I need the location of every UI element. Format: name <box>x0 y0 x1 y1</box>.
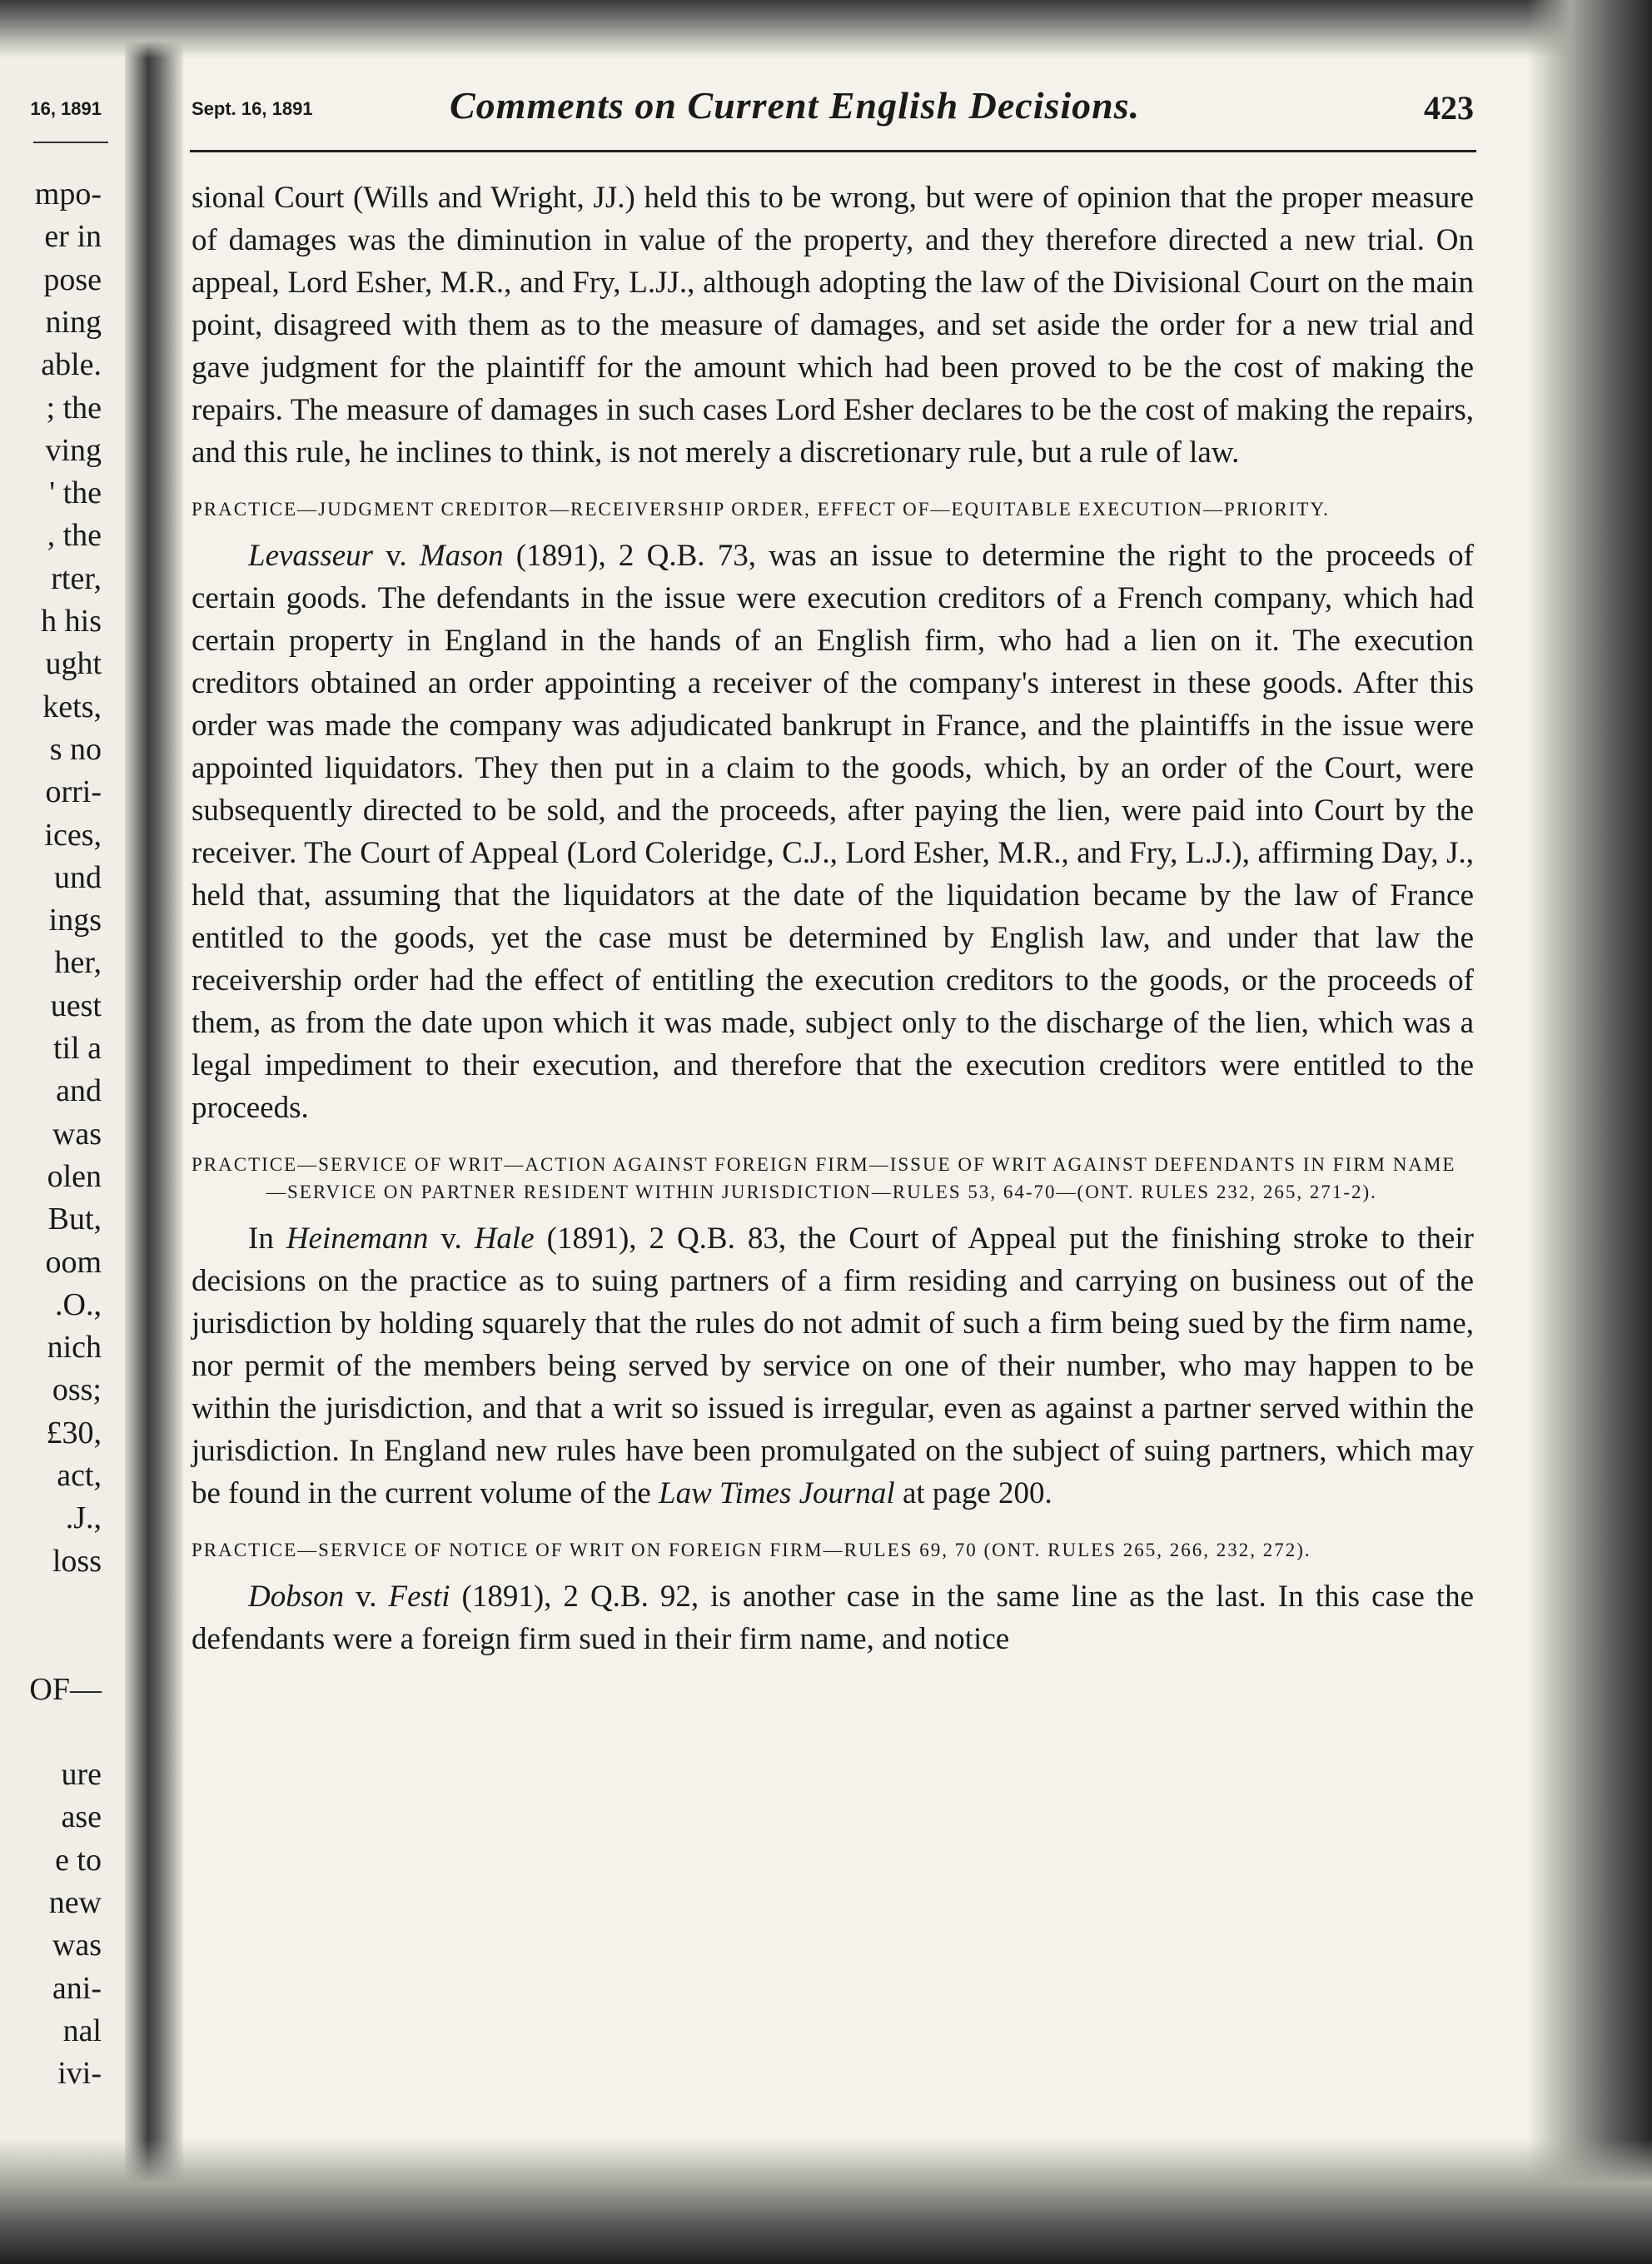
case-party-1: Dobson <box>248 1580 345 1614</box>
scan-edge-right <box>1527 0 1652 2264</box>
continued-paragraph: sional Court (Wills and Wright, JJ.) held this to be wrong, but were of opinion that the proper measure of damages was the diminution in value of the property, and they therefore directed a new trial. On appeal, Lord Esher, M.R., and Fry, L.JJ., although adopting the law of the Divisional Court on the main point, disagreed with them as to the measure of damages, and set aside the order for a new trial and gave judgment for the plaintiff for the amount which had been proved to be the cost of making the repairs. The measure of damages in such cases Lord Esher declares to be the cost of making the repairs, and this rule, he inclines to think, is not merely a discretionary rule, but a rule of law. <box>192 181 1474 470</box>
paragraph-prefix: In <box>248 1222 286 1256</box>
adjacent-page-line: ani- <box>52 1970 102 2006</box>
adjacent-page-line: h his <box>41 604 102 639</box>
adjacent-page-line: s no <box>49 731 102 767</box>
case-party-2: Hale <box>474 1222 535 1256</box>
adjacent-page-line: .J., <box>65 1500 102 1536</box>
paragraph-heinemann <box>192 1217 1474 1515</box>
adjacent-page-line: orri- <box>45 774 102 810</box>
paragraph-text: (1891), 2 Q.B. 92, is another case in the same line as the last. In this case the defendants were a foreign firm sued in their firm name, and notice <box>192 1580 1474 1656</box>
header-date: Sept. 16, 1891 <box>192 98 313 119</box>
adjacent-page-line: ase <box>61 1799 102 1835</box>
adjacent-page-line: e to <box>55 1842 102 1878</box>
adjacent-page-line: rter, <box>51 560 102 596</box>
paragraph-text: (1891), 2 Q.B. 83, the Court of Appeal put the finishing stroke to their decisions on the practice as to suing partners of a firm residing and carrying on business out of the jurisdiction by holding squarely that the rules do not admit of such a firm being sued by the firm name, nor permit of the members being served by service on one of their number, who may happen to be within the jurisdiction, and that a writ so issued is irregular, even as against a partner served within the jurisdiction. In England new rules have been promulgated on the subject of suing partners, which may be found in the current volume of the <box>192 1222 1475 1510</box>
paragraph-text-end: at page 200. <box>894 1476 1052 1510</box>
running-header <box>192 83 1474 133</box>
adjacent-page-line: und <box>54 859 102 895</box>
adjacent-page-line: , the <box>47 518 102 554</box>
paragraph-dobson <box>192 1575 1474 1660</box>
adjacent-page-line: til a <box>52 1031 102 1066</box>
adjacent-page-rule <box>33 142 108 143</box>
adjacent-page-header: 16, 1891 <box>30 98 102 119</box>
adjacent-page-line: ' the <box>49 475 102 511</box>
adjacent-page-line: ices, <box>44 817 102 853</box>
adjacent-page-line: loss <box>52 1543 102 1579</box>
adjacent-page-line: kets, <box>42 689 102 724</box>
adjacent-page-line: But, <box>47 1202 102 1237</box>
adjacent-page-line: act, <box>57 1458 102 1493</box>
adjacent-page-line: oss; <box>52 1372 102 1408</box>
paragraph-text: (1891), 2 Q.B. 73, was an issue to determine the right to the proceeds of certain goods. The defendants in the issue were execution creditors of a French company, which had certain property in England in the hands of an English firm, who had a lien on it. The execution creditors obtained an order appointing a receiver of the company's interest in these goods. After this order was made the company was adjudicated bankrupt in France, and the plaintiffs in the issue were appointed liquidators. They then put in a claim to the goods, which, by an order of the Court, were subsequently directed to be sold, and the proceeds, after paying the lien, were paid into Court by the receiver. The Court of Appeal (Lord Coleridge, C.J., Lord Esher, M.R., and Fry, L.J.), affirming Day, J., held that, assuming that the liquidators at the date of the liquidation became by the law of France entitled to the goods, yet the case must be determined by English law, and under that law the receivership order had the effect of entitling the execution creditors to the goods, or the proceeds of them, as from the date upon which it was made, subject only to the discharge of the lien, which was a legal impediment to their execution, and therefore that the execution creditors were entitled to the proceeds. <box>192 539 1474 1125</box>
adjacent-page-line: her, <box>54 945 102 981</box>
journal-title: Law Times Journal <box>659 1476 895 1510</box>
case-versus: v. <box>373 539 420 573</box>
adjacent-page-line: olen <box>47 1158 102 1194</box>
paragraph-levasseur <box>192 535 1474 1129</box>
case-versus: v. <box>428 1222 475 1256</box>
adjacent-page-line: and <box>56 1073 102 1109</box>
adjacent-page-line: .O., <box>55 1286 102 1322</box>
adjacent-page-line: £30, <box>46 1415 102 1450</box>
adjacent-page-line: able. <box>41 347 102 383</box>
section-heading-receivership: PRACTICE—JUDGMENT CREDITOR—RECEIVERSHIP ORDER, EFFECT OF—EQUITABLE EXECUTION—PRIORITY. <box>192 499 1330 520</box>
adjacent-page-line: nich <box>47 1330 102 1366</box>
case-party-2: Mason <box>419 539 504 573</box>
adjacent-page-fragment <box>0 0 125 2264</box>
page-body <box>192 177 1474 1660</box>
adjacent-page-line: ught <box>45 646 102 682</box>
adjacent-page-line: was <box>52 1928 102 1963</box>
adjacent-page-line: OF— <box>29 1671 102 1707</box>
case-versus: v. <box>344 1580 389 1614</box>
adjacent-page-line: oom <box>45 1244 102 1280</box>
adjacent-page-line: mpo- <box>34 177 102 211</box>
adjacent-page-line: ; the <box>46 390 102 425</box>
header-title: Comments on Current English Decisions. <box>450 84 1141 127</box>
page-number: 423 <box>1424 89 1474 127</box>
case-party-1: Heinemann <box>286 1222 429 1256</box>
scan-edge-bottom <box>0 2139 1652 2264</box>
case-party-2: Festi <box>388 1580 450 1614</box>
adjacent-page-line: pose <box>43 261 102 297</box>
section-heading-service-of-writ: PRACTICE—SERVICE OF WRIT—ACTION AGAINST FOREIGN FIRM—ISSUE OF WRIT AGAINST DEFENDANTS IN FIRM NAME—SERVICE ON PARTNER RESIDENT WITHIN JURISDICTION—RULES 53, 64-70—(ONT. RULES 232, 265, 271-2). <box>192 1154 1456 1202</box>
scan-edge-top <box>0 0 1652 58</box>
adjacent-page-line: was <box>52 1116 102 1152</box>
adjacent-page-line: new <box>48 1885 102 1920</box>
adjacent-page-line: ivi- <box>57 2056 102 2092</box>
adjacent-page-line: ure <box>61 1757 102 1793</box>
adjacent-page-line: nal <box>62 2013 102 2048</box>
adjacent-page-line: uest <box>50 988 102 1023</box>
section-heading-notice-of-writ: PRACTICE—SERVICE OF NOTICE OF WRIT ON FOREIGN FIRM—RULES 69, 70 (ONT. RULES 265, 266, 232, 272). <box>192 1540 1311 1560</box>
adjacent-page-line: ings <box>48 903 102 938</box>
adjacent-page-line: ning <box>45 304 102 340</box>
adjacent-page-line: ving <box>45 432 102 468</box>
header-rule <box>190 150 1476 152</box>
adjacent-page-line: er in <box>44 219 102 255</box>
case-party-1: Levasseur <box>248 539 374 573</box>
book-gutter <box>125 0 183 2264</box>
